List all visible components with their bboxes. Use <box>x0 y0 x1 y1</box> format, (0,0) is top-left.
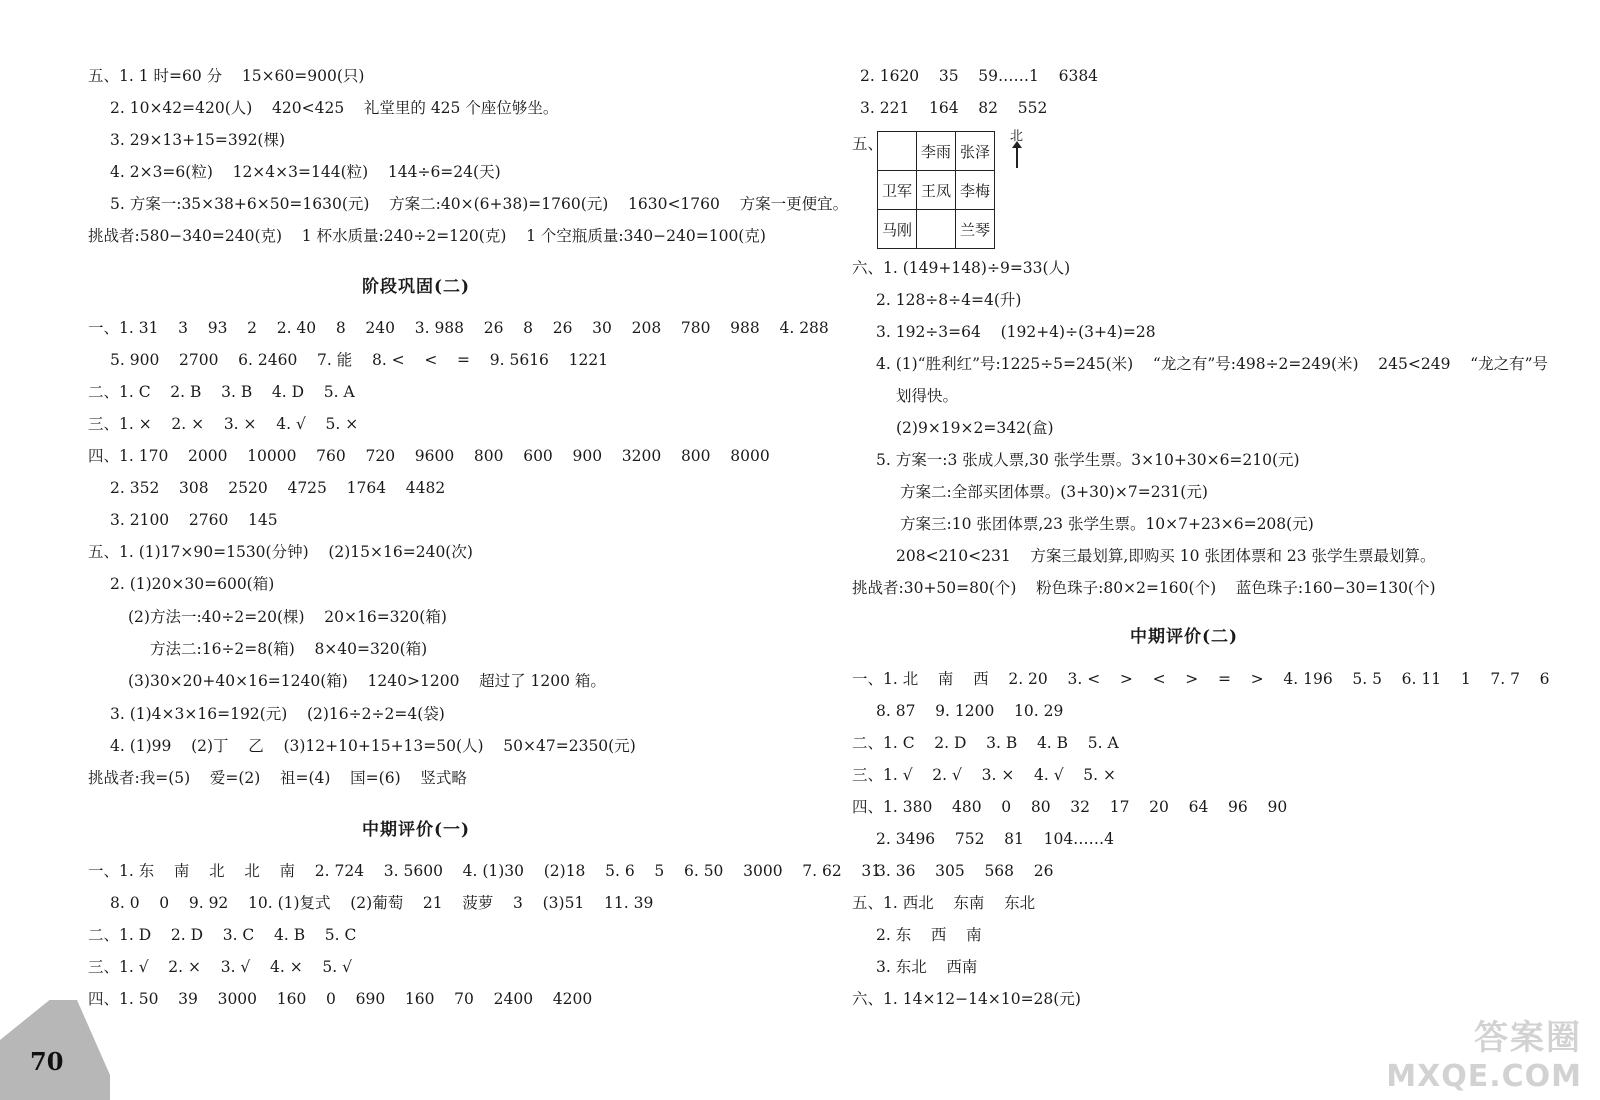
answer-line: 六、1. (149+148)÷9=33(人) <box>852 259 1071 277</box>
grid-cell <box>917 210 956 249</box>
answer-line: 三、1. √ 2. √ 3. × 4. √ 5. × <box>852 766 1117 784</box>
answer-line: (2)9×19×2=342(盒) <box>896 419 1054 437</box>
answer-line: 2. 352 308 2520 4725 1764 4482 <box>110 479 446 497</box>
answer-line: 208<210<231 方案三最划算,即购买 10 张团体票和 23 张学生票最划算。 <box>896 547 1436 565</box>
watermark-en: MXQE.COM <box>1386 1059 1582 1094</box>
grid-cell: 张泽 <box>956 132 995 171</box>
answer-line: 3. 36 305 568 26 <box>876 862 1054 880</box>
answer-line: 挑战者:580−340=240(克) 1 杯水质量:240÷2=120(克) 1 个空瓶质量:340−240=100(克) <box>88 227 766 245</box>
answer-line: 一、1. 东 南 北 北 南 2. 724 3. 5600 4. (1)30 (2)18 5. 6 5 6. 50 3000 7. 62 31 <box>88 862 882 880</box>
answer-line: 3. 221 164 82 552 <box>860 99 1048 117</box>
answer-line: 一、1. 31 3 93 2 2. 40 8 240 3. 988 26 8 26 30 208 780 988 4. 288 <box>88 319 829 337</box>
answer-line: 方案二:全部买团体票。(3+30)×7=231(元) <box>900 483 1208 501</box>
grid-cell: 卫军 <box>878 171 917 210</box>
answer-line: 3. 29×13+15=392(棵) <box>110 131 286 149</box>
answer-line: 5. 方案一:3 张成人票,30 张学生票。3×10+30×6=210(元) <box>876 451 1300 469</box>
answer-line: 2. 128÷8÷4=4(升) <box>876 291 1022 309</box>
grid-cell: 马刚 <box>878 210 917 249</box>
answer-line: 3. 2100 2760 145 <box>110 511 278 529</box>
north-indicator <box>1010 130 1023 168</box>
watermark-cn: 答案圈 <box>1474 1018 1582 1058</box>
answer-line: 3. (1)4×3×16=192(元) (2)16÷2÷2=4(袋) <box>110 705 445 723</box>
answer-line: 四、1. 170 2000 10000 760 720 9600 800 600 900 3200 800 8000 <box>88 447 770 465</box>
answer-line: 五、1. 1 时=60 分 15×60=900(只) <box>88 67 365 85</box>
answer-line: 挑战者:我=(5) 爱=(2) 祖=(4) 国=(6) 竖式略 <box>88 769 467 787</box>
watermark <box>1386 1010 1582 1094</box>
grid-cell <box>878 132 917 171</box>
answer-line: 六、1. 14×12−14×10=28(元) <box>852 990 1081 1008</box>
answer-line: 一、1. 北 南 西 2. 20 3. < > < > = > 4. 196 5. 5 6. 11 1 7. 7 6 <box>852 670 1550 688</box>
answer-line: 挑战者:30+50=80(个) 粉色珠子:80×2=160(个) 蓝色珠子:160−30=130(个) <box>852 579 1436 597</box>
answer-line: 8. 0 0 9. 92 10. (1)复式 (2)葡萄 21 菠萝 3 (3)51 11. 39 <box>110 894 654 912</box>
answer-line: 3. 东北 西南 <box>876 958 978 976</box>
answer-line: 2. 1620 35 59……1 6384 <box>860 67 1099 85</box>
answer-line: 四、1. 380 480 0 80 32 17 20 64 96 90 <box>852 798 1288 816</box>
grid-cell: 李雨 <box>917 132 956 171</box>
answer-line: 划得快。 <box>896 387 959 405</box>
page-number: 70 <box>30 1047 64 1076</box>
answer-line: 2. 3496 752 81 104……4 <box>876 830 1115 848</box>
section-title: 中期评价(一) <box>362 820 471 840</box>
answer-line: 2. 10×42=420(人) 420<425 礼堂里的 425 个座位够坐。 <box>110 99 559 117</box>
answer-line: 8. 87 9. 1200 10. 29 <box>876 702 1064 720</box>
north-label: 北 <box>1010 129 1024 144</box>
answer-line: 4. (1)“胜利红”号:1225÷5=245(米) “龙之有”号:498÷2=249(米) 245<249 “龙之有”号 <box>876 355 1549 373</box>
answer-line: 二、1. C 2. B 3. B 4. D 5. A <box>88 383 355 401</box>
seating-grid <box>877 131 995 249</box>
answer-line: 2. 东 西 南 <box>876 926 982 944</box>
answer-line: (2)方法一:40÷2=20(棵) 20×16=320(箱) <box>128 608 447 626</box>
answer-line: 4. 2×3=6(粒) 12×4×3=144(粒) 144÷6=24(天) <box>110 163 501 181</box>
answer-line: (3)30×20+40×16=1240(箱) 1240>1200 超过了 1200 箱。 <box>128 672 606 690</box>
answer-line: 三、1. × 2. × 3. × 4. √ 5. × <box>88 415 359 433</box>
answer-line: 5. 方案一:35×38+6×50=1630(元) 方案二:40×(6+38)=1760(元) 1630<1760 方案一更便宜。 <box>110 195 849 213</box>
answer-line: 方法二:16÷2=8(箱) 8×40=320(箱) <box>150 640 428 658</box>
grid-cell: 王凤 <box>917 171 956 210</box>
north-arrow-icon <box>1016 146 1018 168</box>
section-title: 阶段巩固(二) <box>362 277 471 297</box>
answer-line: 2. (1)20×30=600(箱) <box>110 575 275 593</box>
answer-line: 3. 192÷3=64 (192+4)÷(3+4)=28 <box>876 323 1156 341</box>
answer-line: 方案三:10 张团体票,23 张学生票。10×7+23×6=208(元) <box>900 515 1314 533</box>
answer-line: 五、1. 西北 东南 东北 <box>852 894 1036 912</box>
grid-cell: 兰琴 <box>956 210 995 249</box>
grid-label: 五、 <box>852 135 884 153</box>
answer-line: 二、1. D 2. D 3. C 4. B 5. C <box>88 926 357 944</box>
answer-line: 4. (1)99 (2)丁 乙 (3)12+10+15+13=50(人) 50×47=2350(元) <box>110 737 636 755</box>
answer-line: 5. 900 2700 6. 2460 7. 能 8. < < = 9. 5616 1221 <box>110 351 609 369</box>
grid-cell: 李梅 <box>956 171 995 210</box>
answer-line: 五、1. (1)17×90=1530(分钟) (2)15×16=240(次) <box>88 543 473 561</box>
answer-line: 三、1. √ 2. × 3. √ 4. × 5. √ <box>88 958 353 976</box>
answer-line: 四、1. 50 39 3000 160 0 690 160 70 2400 4200 <box>88 990 593 1008</box>
section-title: 中期评价(二) <box>1130 627 1239 647</box>
answer-line: 二、1. C 2. D 3. B 4. B 5. A <box>852 734 1119 752</box>
